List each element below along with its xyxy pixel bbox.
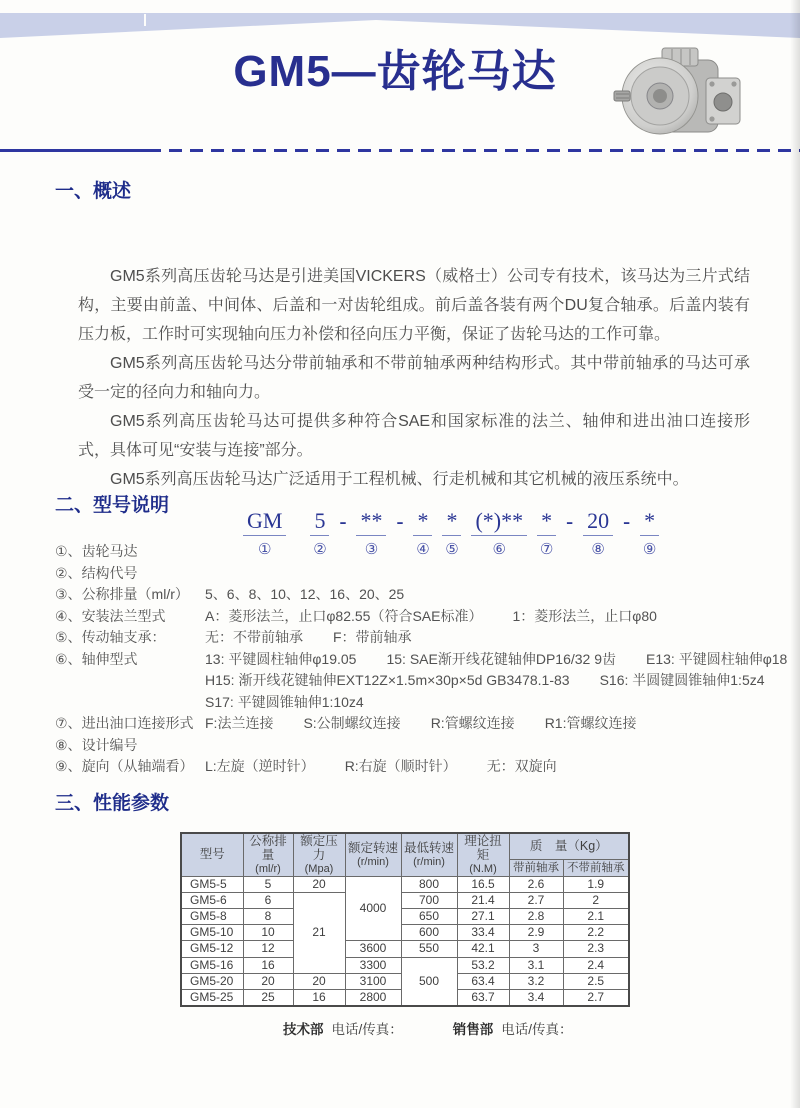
model-cell: GM5-8	[181, 908, 243, 924]
sales-contact-label: 电话/传真：	[501, 1022, 573, 1037]
model-code-number: ②	[313, 541, 327, 558]
model-item-option: 无：双旋向	[486, 758, 557, 774]
footer-tech	[283, 1018, 403, 1038]
table-cell: 8	[243, 908, 293, 924]
model-item-head	[55, 756, 205, 778]
table-cell: 2.4	[563, 957, 629, 973]
model-item	[55, 627, 765, 649]
model-item-options	[205, 649, 787, 714]
model-item-head	[55, 563, 205, 585]
table-cell: 2.6	[509, 876, 563, 892]
table-cell: 63.4	[457, 973, 509, 989]
model-code-text: 20	[583, 508, 613, 536]
page-title: GM5—齿轮马达	[233, 47, 557, 96]
divider-solid	[0, 149, 148, 152]
table-cell: 4000	[345, 876, 401, 941]
banner-notch	[144, 14, 146, 26]
model-item-number: ⑤、	[55, 629, 82, 645]
table-cell: 2.5	[563, 973, 629, 989]
model-item-title: 设计编号	[81, 736, 138, 753]
header-text: 额定压力	[300, 834, 338, 862]
model-code-number: ③	[364, 541, 379, 558]
model-item-number: ③、	[55, 586, 82, 602]
section-heading-performance: 三、性能参数	[55, 793, 170, 814]
table-cell: 63.7	[457, 989, 509, 1006]
model-cell: GM5-25	[181, 989, 243, 1006]
performance-table-wrap	[180, 832, 630, 1007]
model-item	[55, 541, 765, 563]
model-item-option: H15: 渐开线花键轴伸EXT12Z×1.5m×30p×5d GB3478.1-83	[205, 672, 570, 688]
table-header-cell	[181, 833, 243, 876]
table-cell: 2.7	[509, 892, 563, 908]
table-head	[181, 833, 629, 876]
table-header-cell	[293, 833, 345, 876]
model-item-option: E13: 平键圆柱轴伸φ18	[646, 650, 788, 667]
model-item-option: 1：菱形法兰，止口φ80	[512, 607, 657, 624]
model-item-option: R:管螺纹连接	[430, 715, 515, 731]
header-subtext: (Mpa)	[304, 862, 334, 875]
model-item-option-line	[205, 584, 404, 606]
table-cell: 16	[293, 989, 345, 1006]
model-item-options	[205, 584, 404, 606]
model-code-number: ④	[416, 541, 430, 558]
table-cell: 3.1	[509, 957, 563, 973]
table-header-cell	[345, 833, 401, 876]
overview-paragraph: GM5系列高压齿轮马达分带前轴承和不带前轴承两种结构形式。其中带前轴承的马达可承受一定的径向力和轴向力。	[78, 355, 750, 401]
page-footer	[283, 1018, 573, 1038]
table-cell: 21.4	[457, 892, 509, 908]
overview-paragraph: GM5系列高压齿轮马达是引进美国VICKERS（威格士）公司专有技术，该马达为三片式结构，主要由前盖、中间体、后盖和一对齿轮组成。前后盖各装有两个DU复合轴承。后盖内装有压力板，工作时可实现轴向压力补偿和径向压力平衡，保证了齿轮马达的工作可靠。	[78, 268, 750, 343]
section-heading-model: 二、型号说明	[55, 495, 170, 516]
model-cell: GM5-12	[181, 941, 243, 957]
table-cell: 2.2	[563, 925, 629, 941]
model-code-separator: -	[623, 509, 631, 533]
header-subtext: (N.M)	[469, 862, 497, 875]
port-hole	[714, 93, 732, 111]
header-subtext: (ml/r)	[255, 862, 281, 875]
table-cell: 650	[401, 908, 457, 924]
table-cell: 25	[243, 989, 293, 1006]
table-header-cell	[243, 833, 293, 876]
model-item-option: F：带前轴承	[333, 629, 412, 645]
model-item-option-line	[205, 756, 557, 778]
table-cell: 53.2	[457, 957, 509, 973]
model-item-option: 无：不带前轴承	[205, 629, 303, 645]
model-item-options	[205, 713, 636, 735]
model-items	[55, 541, 788, 778]
model-item	[55, 563, 765, 585]
table-cell: 5	[243, 876, 293, 892]
gear-motor-photo	[606, 40, 746, 150]
model-item-options	[205, 606, 657, 628]
header-subtext: (r/min)	[357, 855, 389, 868]
top-banner	[0, 13, 800, 39]
tech-dept-label: 技术部	[283, 1022, 324, 1037]
model-item-title: 齿轮马达	[81, 543, 138, 559]
model-code-text: (*)**	[471, 508, 527, 536]
model-item	[55, 735, 765, 757]
model-code-number: ⑤	[445, 541, 459, 558]
table-subheader-cell: 不带前轴承	[563, 860, 629, 876]
table-row	[181, 925, 629, 941]
model-item-title: 公称排量（ml/r）	[81, 586, 189, 602]
scan-page-edge	[790, 0, 800, 1108]
model-item-option: 5、6、8、10、12、16、20、25	[205, 586, 405, 602]
table-header-cell	[401, 833, 457, 876]
table-cell: 2.1	[563, 908, 629, 924]
section-heading-overview: 一、概述	[55, 181, 132, 202]
model-code-text: *	[413, 508, 432, 536]
model-item	[55, 713, 765, 735]
table-cell: 3600	[345, 941, 401, 957]
model-item-title: 安装法兰型式	[81, 607, 166, 624]
model-item-head	[55, 713, 205, 735]
header-text: 最低转速	[403, 840, 454, 855]
model-item-option: L:左旋（逆时针）	[205, 758, 315, 774]
model-item-title: 结构代号	[81, 564, 138, 581]
model-item-number: ⑨、	[55, 758, 82, 774]
table-cell: 2.8	[509, 908, 563, 924]
model-item-option: 15: SAE渐开线花键轴伸DP16/32 9齿	[386, 650, 616, 667]
table-body	[181, 876, 629, 1006]
model-cell: GM5-16	[181, 957, 243, 973]
header-text: 理论扭矩	[464, 834, 502, 862]
model-cell: GM5-6	[181, 892, 243, 908]
model-item-title: 轴伸型式	[81, 650, 138, 667]
model-code-number: ⑦	[539, 541, 554, 558]
table-cell: 27.1	[457, 908, 509, 924]
table-cell: 10	[243, 925, 293, 941]
footer-sales	[453, 1018, 573, 1038]
model-item-option: F:法兰连接	[205, 715, 274, 731]
table-header-row-1	[181, 833, 629, 860]
model-item-option: S:公制螺纹连接	[303, 715, 401, 731]
header-text: 公称排量	[249, 834, 287, 862]
model-item-head	[55, 735, 205, 757]
model-item-title: 进出油口连接形式	[81, 715, 194, 731]
model-code-separator: -	[339, 509, 347, 533]
model-item-options	[205, 756, 557, 778]
table-cell: 42.1	[457, 941, 509, 957]
model-item-option-line	[205, 713, 636, 735]
header-text: 质 量（Kg）	[529, 838, 608, 853]
model-item	[55, 606, 765, 628]
model-item-title: 传动轴支承：	[81, 629, 166, 645]
divider-dashed	[148, 149, 800, 152]
header-text: 型号	[199, 846, 225, 861]
model-item-number: ②、	[55, 564, 82, 581]
table-cell: 1.9	[563, 876, 629, 892]
model-code-number: ⑥	[492, 541, 506, 558]
table-cell: 2	[563, 892, 629, 908]
table-cell: 550	[401, 941, 457, 957]
model-item-option: R1:管螺纹连接	[544, 715, 637, 731]
overview-paragraphs	[78, 262, 750, 494]
model-item-option: S16: 半圆键圆锥轴伸1:5z4	[599, 672, 765, 688]
table-cell: 800	[401, 876, 457, 892]
table-cell: 2.9	[509, 925, 563, 941]
model-code-text: *	[442, 508, 461, 536]
table-cell: 16	[243, 957, 293, 973]
model-cell: GM5-10	[181, 925, 243, 941]
table-cell: 20	[293, 973, 345, 989]
model-item-number: ⑥、	[55, 650, 82, 667]
table-cell: 500	[401, 957, 457, 1006]
sales-dept-label: 销售部	[452, 1022, 494, 1037]
model-item	[55, 649, 788, 714]
header-subtext: (r/min)	[413, 855, 445, 868]
table-header-cell	[509, 833, 629, 860]
table-cell: 21	[293, 892, 345, 973]
table-cell: 2800	[345, 989, 401, 1006]
table-cell: 600	[401, 925, 457, 941]
model-code-text: *	[537, 508, 556, 536]
table-cell: 3300	[345, 957, 401, 973]
table-cell: 20	[243, 973, 293, 989]
table-row	[181, 941, 629, 957]
shaft	[614, 91, 630, 101]
table-cell: 2.3	[563, 941, 629, 957]
table-cell: 2.7	[563, 989, 629, 1006]
model-item-option-line	[205, 627, 412, 649]
table-cell: 33.4	[457, 925, 509, 941]
model-item-head	[55, 606, 205, 628]
model-item	[55, 584, 765, 606]
table-cell: 700	[401, 892, 457, 908]
model-code-separator: -	[396, 509, 404, 533]
model-item-head	[55, 541, 205, 563]
model-item	[55, 756, 765, 778]
model-code-number: ①	[258, 541, 272, 558]
model-code-text: GM	[243, 508, 286, 536]
header-text: 额定转速	[347, 840, 398, 855]
model-item-number: ⑧、	[55, 736, 82, 753]
tech-contact-label: 电话/传真：	[331, 1022, 403, 1037]
model-item-option-line	[205, 692, 787, 714]
table-row	[181, 957, 629, 973]
model-item-number: ⑦、	[55, 715, 82, 731]
model-item-number: ①、	[55, 543, 82, 559]
table-cell: 3.2	[509, 973, 563, 989]
model-item-option: R:右旋（顺时针）	[344, 758, 457, 774]
table-row	[181, 876, 629, 892]
table-row	[181, 908, 629, 924]
model-item-head	[55, 649, 205, 671]
model-code-text: 5	[310, 508, 329, 536]
model-code-number: ⑨	[642, 541, 657, 558]
table-row	[181, 892, 629, 908]
model-item-title: 旋向（从轴端看）	[81, 758, 194, 774]
model-cell: GM5-20	[181, 973, 243, 989]
overview-paragraph: GM5系列高压齿轮马达可提供多种符合SAE和国家标准的法兰、轴伸和进出油口连接形式，具体可见“安装与连接”部分。	[78, 413, 750, 459]
model-item-option-line	[205, 606, 657, 628]
model-code-text: **	[356, 508, 386, 536]
table-cell: 12	[243, 941, 293, 957]
model-item-option-line	[205, 670, 787, 692]
overview-paragraph: GM5系列高压齿轮马达广泛适用于工程机械、行走机械和其它机械的液压系统中。	[110, 471, 689, 488]
model-code-text: *	[640, 508, 659, 536]
table-cell: 16.5	[457, 876, 509, 892]
model-item-option: 13: 平键圆柱轴伸φ19.05	[205, 650, 357, 667]
model-item-option-line	[205, 649, 787, 671]
model-cell: GM5-5	[181, 876, 243, 892]
table-cell: 6	[243, 892, 293, 908]
model-item-option: S17: 平键圆锥轴伸1:10z4	[205, 693, 364, 710]
model-code-number: ⑧	[591, 541, 605, 558]
table-cell: 20	[293, 876, 345, 892]
table-cell: 3	[509, 941, 563, 957]
model-item-option: A：菱形法兰，止口φ82.55（符合SAE标准）	[205, 607, 483, 624]
model-item-options	[205, 627, 412, 649]
model-code-separator: -	[566, 509, 574, 533]
table-header-cell	[457, 833, 509, 876]
table-cell: 3.4	[509, 989, 563, 1006]
performance-table	[180, 832, 630, 1007]
model-item-head	[55, 627, 205, 649]
model-item-number: ④、	[55, 607, 82, 624]
model-item-head	[55, 584, 205, 606]
table-cell: 3100	[345, 973, 401, 989]
table-subheader-cell: 带前轴承	[509, 860, 563, 876]
